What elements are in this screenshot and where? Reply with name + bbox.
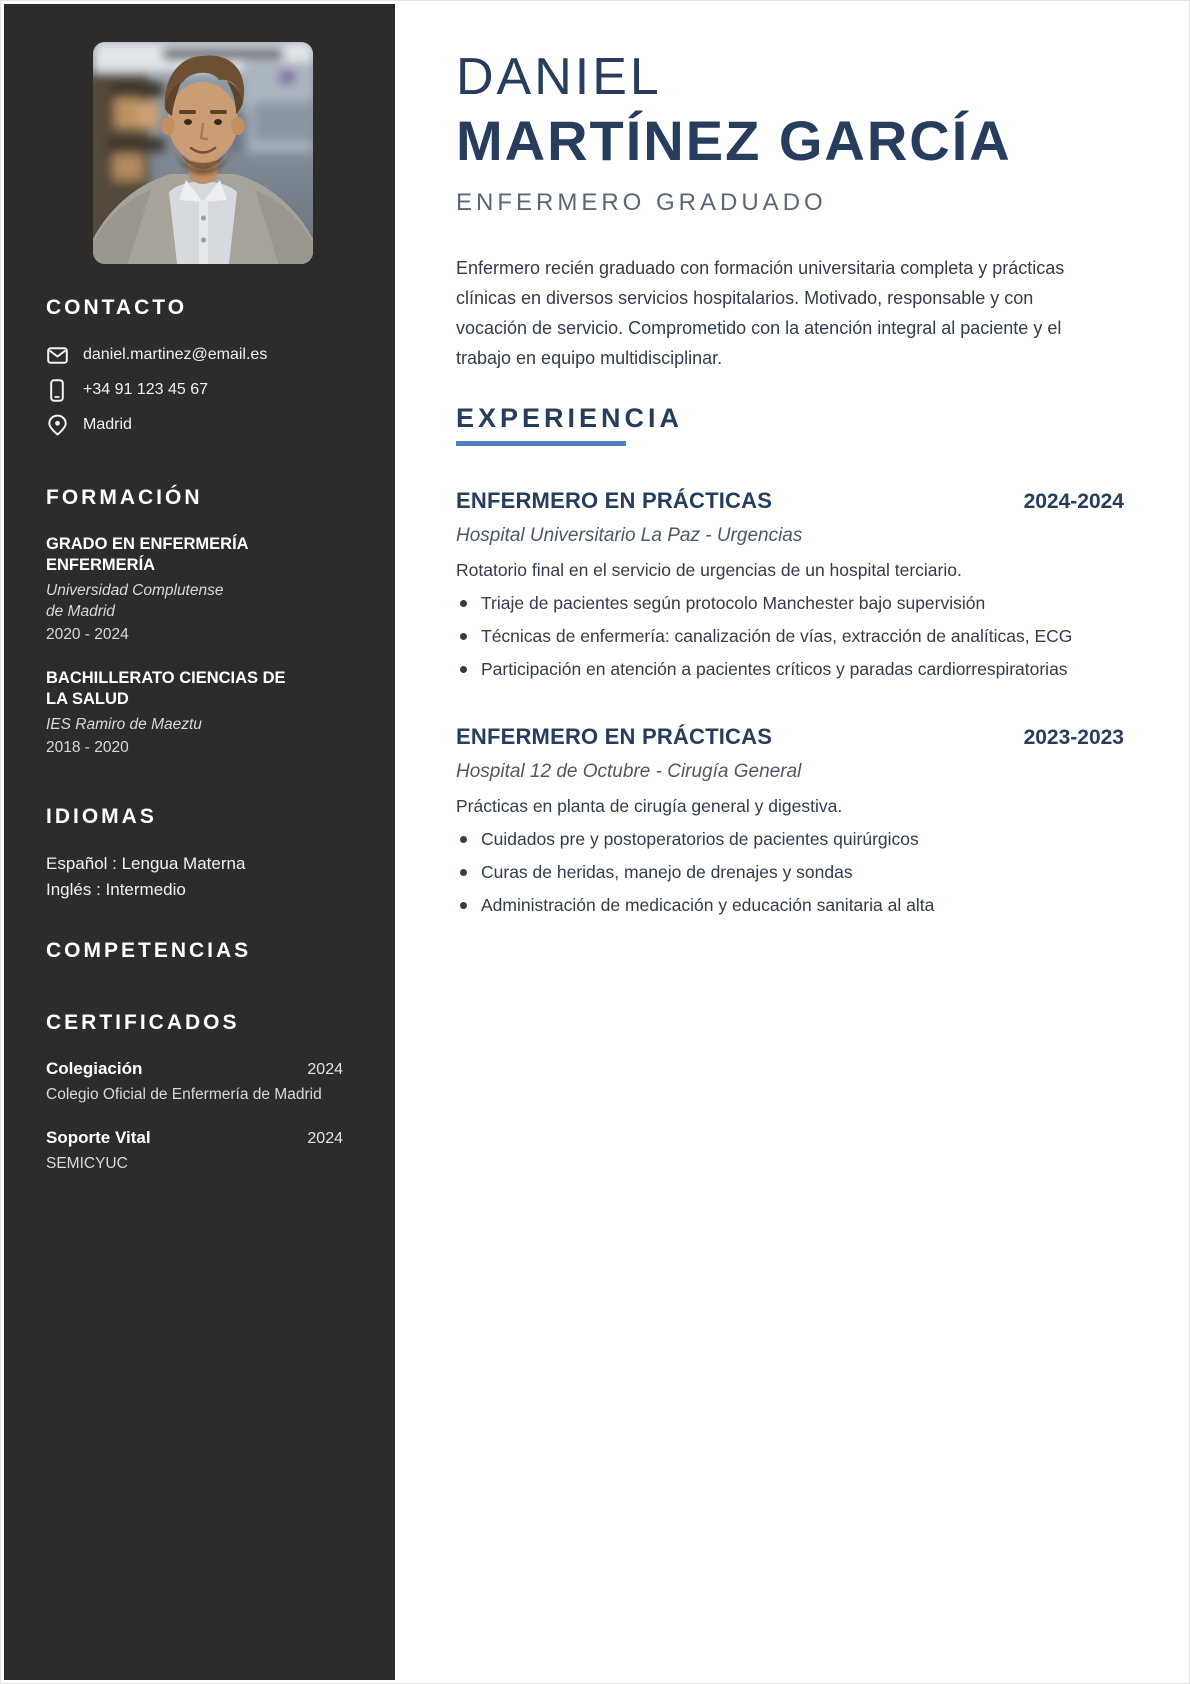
experience-bullet: Curas de heridas, manejo de drenajes y sondas <box>456 860 1076 885</box>
experience-job-title: ENFERMERO EN PRÁCTICAS <box>456 723 773 749</box>
profile-photo-illustration <box>93 42 313 264</box>
education-dates: 2018 - 2020 <box>46 739 129 756</box>
language-item: Español : Lengua Materna <box>46 854 246 873</box>
certificates-heading: CERTIFICADOS <box>46 1011 240 1034</box>
experience-bullet: Triaje de pacientes según protocolo Manchester bajo supervisión <box>456 591 1076 616</box>
languages-list <box>46 851 359 903</box>
main-content <box>395 4 1186 1680</box>
certificate-issuer: SEMICYUC <box>46 1155 128 1172</box>
experience-description: Rotatorio final en el servicio de urgencias de un hospital terciario. <box>456 559 962 580</box>
certificate-entry <box>46 1128 359 1173</box>
first-name: DANIEL <box>456 48 662 106</box>
smartphone-icon <box>46 379 68 401</box>
contact-row-location <box>46 414 359 436</box>
certificate-year: 2024 <box>307 1130 343 1147</box>
experience-bullet: Cuidados pre y postoperatorios de pacientes quirúrgicos <box>456 827 1076 852</box>
education-entry <box>46 534 359 644</box>
certificate-issuer: Colegio Oficial de Enfermería de Madrid <box>46 1086 322 1103</box>
education-institution: Universidad Complutense de Madrid <box>46 582 224 620</box>
skills-heading: COMPETENCIAS <box>46 939 252 962</box>
experience-bullet: Técnicas de enfermería: canalización de vías, extracción de analíticas, ECG <box>456 624 1076 649</box>
experience-bullet-list <box>456 827 1124 918</box>
education-degree: BACHILLERATO CIENCIAS DE LA SALUD <box>46 669 286 708</box>
language-item: Inglés : Intermedio <box>46 880 186 899</box>
education-heading: FORMACIÓN <box>46 486 203 509</box>
experience-section-header <box>456 403 1124 446</box>
languages-heading: IDIOMAS <box>46 805 157 828</box>
profile-summary: Enfermero recién graduado con formación universitaria completa y prácticas clínicas en diversos servicios hospitalarios. Motivado, responsable y con vocación de servicio. Comprometido con la atención integral al paciente y el trabajo en equipo multidisciplinar. <box>456 257 1065 368</box>
experience-bullet-list <box>456 591 1124 682</box>
experience-heading-underline <box>456 441 626 446</box>
experience-bullet: Administración de medicación y educación sanitaria al alta <box>456 893 1076 918</box>
experience-entry <box>456 724 1124 918</box>
experience-dates: 2023-2023 <box>1023 725 1124 749</box>
contact-phone-value: +34 91 123 45 67 <box>83 381 209 398</box>
contact-heading: CONTACTO <box>46 296 188 319</box>
experience-description: Prácticas en planta de cirugía general y digestiva. <box>456 795 843 816</box>
certificate-name: Soporte Vital <box>46 1128 151 1147</box>
experience-heading: EXPERIENCIA <box>456 402 684 433</box>
contact-row-email <box>46 344 359 366</box>
experience-company: Hospital 12 de Octubre - Cirugía General <box>456 760 802 782</box>
contact-row-phone <box>46 379 359 401</box>
experience-company: Hospital Universitario La Paz - Urgencias <box>456 524 803 546</box>
experience-job-title: ENFERMERO EN PRÁCTICAS <box>456 487 773 513</box>
experience-dates: 2024-2024 <box>1023 489 1124 513</box>
education-degree: GRADO EN ENFERMERÍA ENFERMERÍA <box>46 535 248 574</box>
education-institution: IES Ramiro de Maeztu <box>46 716 202 733</box>
job-title-subtitle: ENFERMERO GRADUADO <box>456 188 827 216</box>
profile-photo <box>93 42 313 264</box>
certificate-year: 2024 <box>307 1061 343 1078</box>
mail-icon <box>46 344 68 366</box>
experience-entry <box>456 488 1124 682</box>
contact-email-value: daniel.martinez@email.es <box>83 346 268 363</box>
experience-bullet: Participación en atención a pacientes críticos y paradas cardiorrespiratorias <box>456 657 1076 682</box>
education-entry <box>46 668 359 757</box>
location-pin-icon <box>46 414 68 436</box>
last-name: MARTÍNEZ GARCÍA <box>456 108 1012 172</box>
contact-location-value: Madrid <box>83 416 132 433</box>
sidebar <box>4 4 395 1680</box>
education-dates: 2020 - 2024 <box>46 626 129 643</box>
contact-list <box>46 344 359 436</box>
certificate-entry <box>46 1059 359 1104</box>
certificate-name: Colegiación <box>46 1059 143 1078</box>
